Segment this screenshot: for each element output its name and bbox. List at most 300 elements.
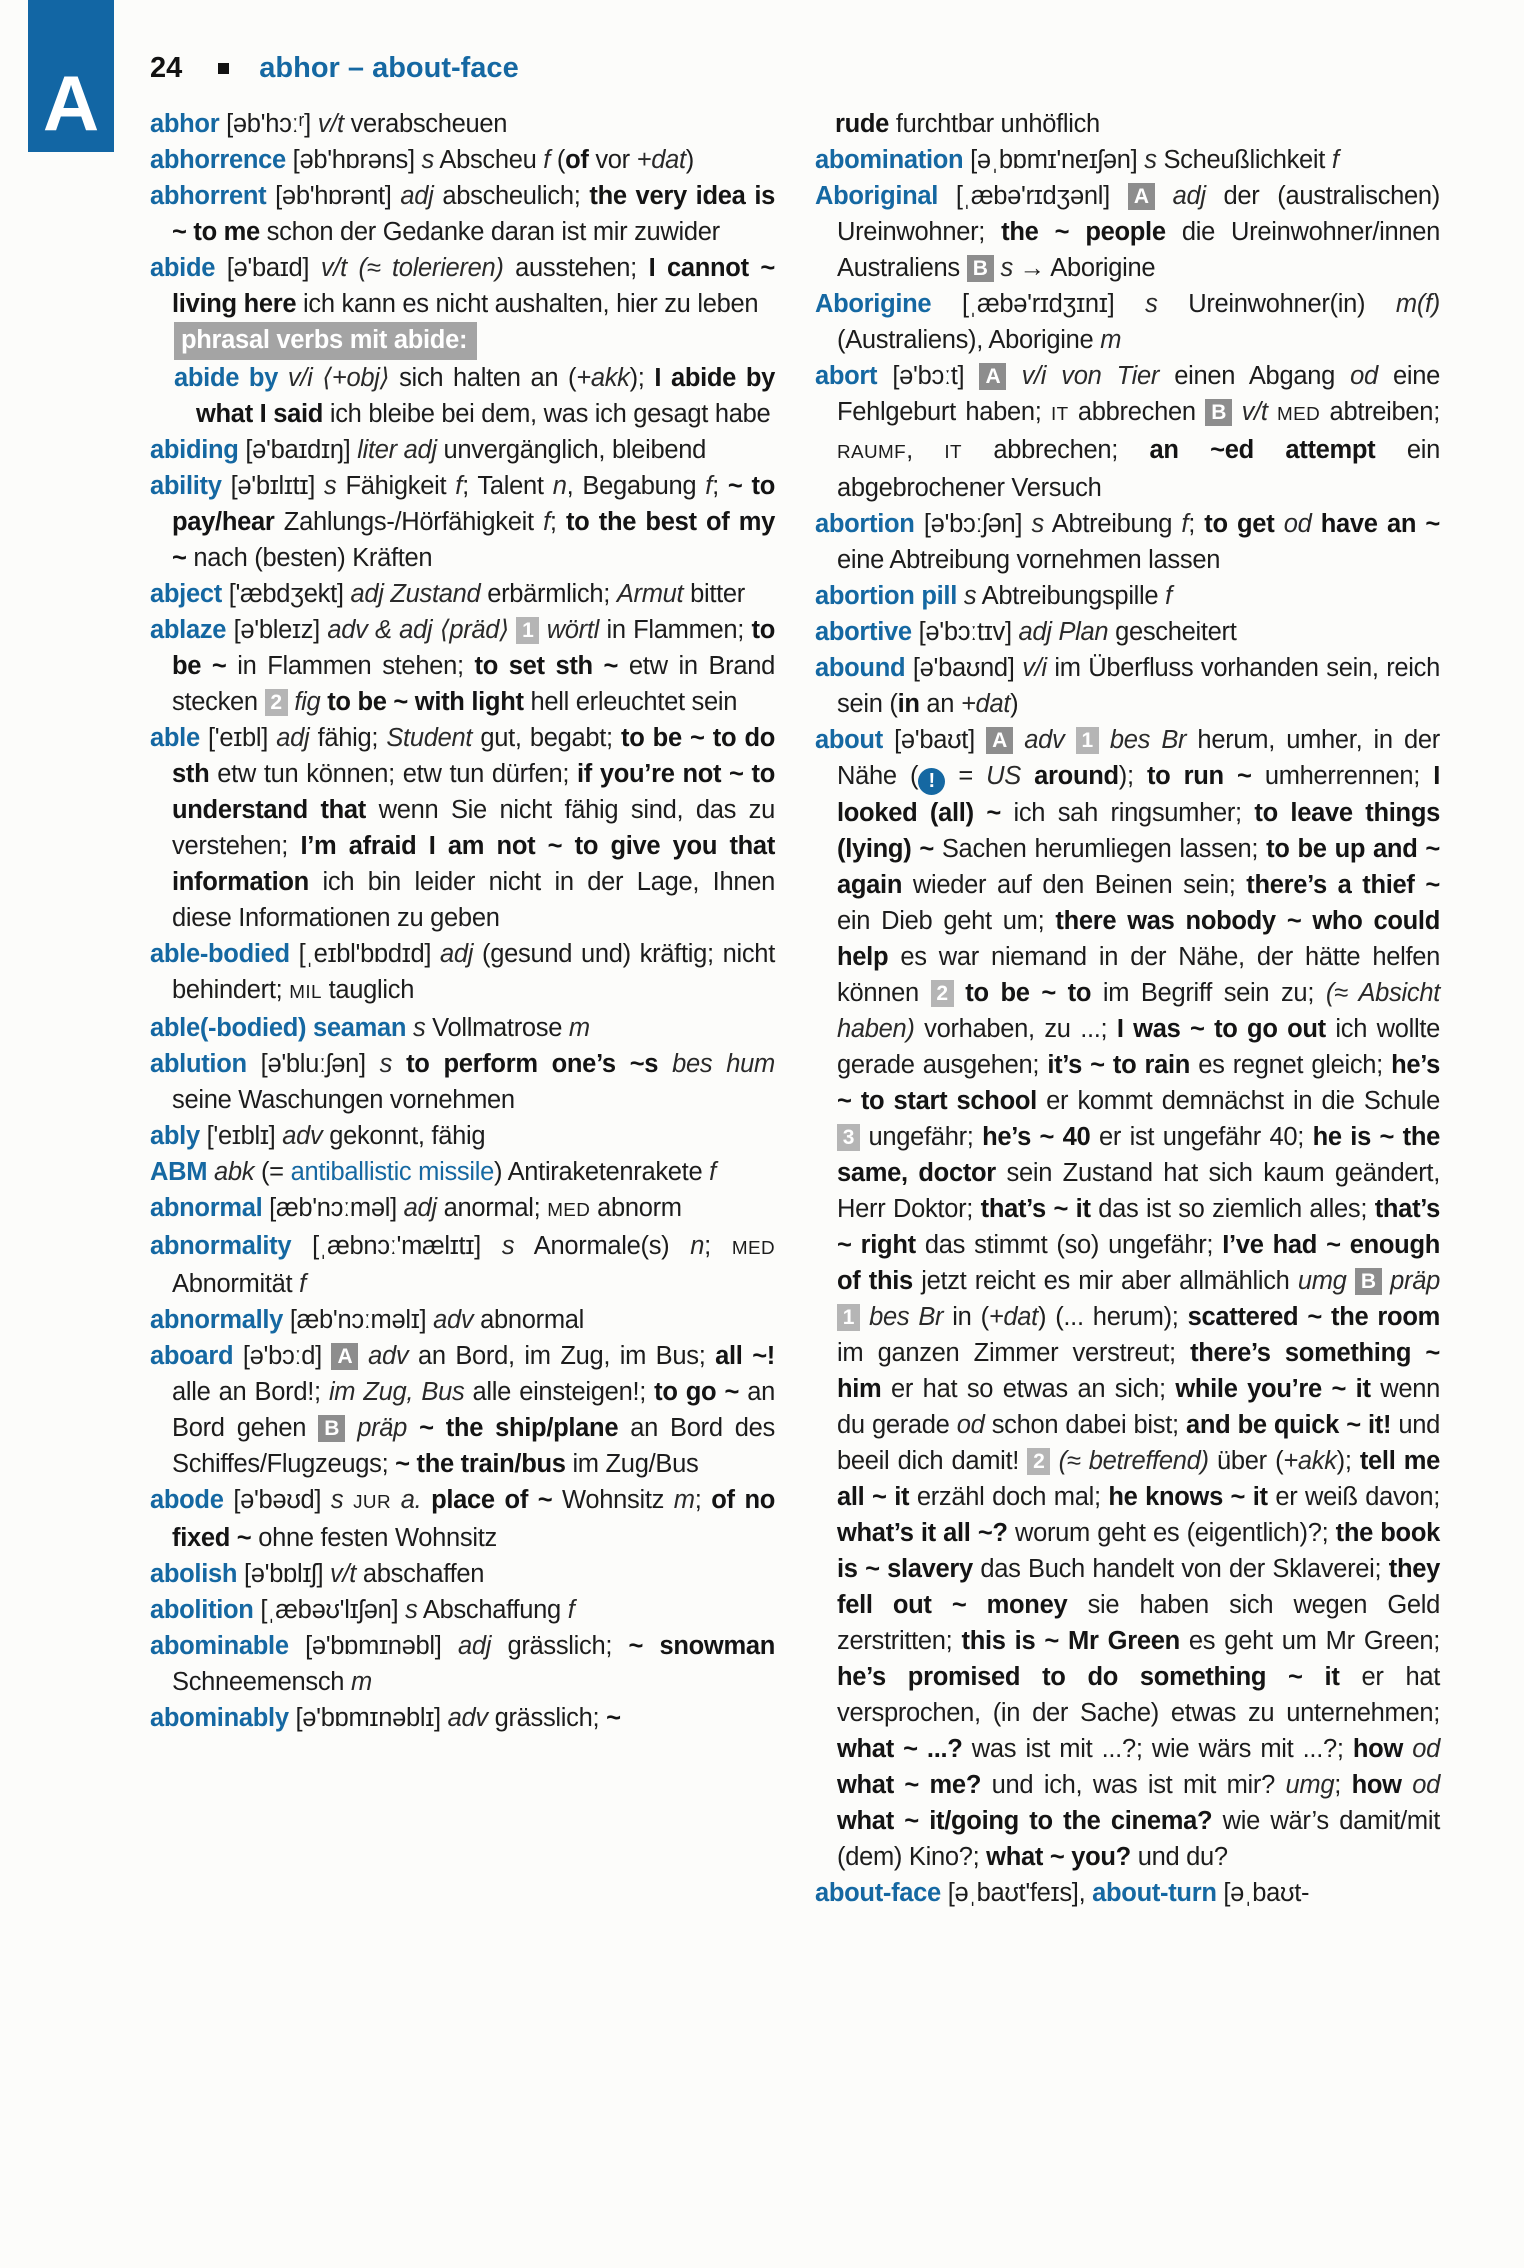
headword: Aboriginal — [815, 182, 939, 210]
example-phrase: I was ~ to go out — [1116, 1015, 1326, 1043]
example-phrase: ~ the train/bus — [395, 1450, 566, 1478]
entry-continuation — [815, 106, 1440, 142]
example-phrase: and be quick ~ it! — [1185, 1411, 1392, 1439]
example-phrase: what’s it all ~? — [837, 1519, 1008, 1547]
text — [358, 1342, 368, 1370]
label-italic: s — [379, 1050, 393, 1078]
page-number: 24 — [150, 52, 183, 84]
dictionary-entry — [174, 360, 775, 432]
label-italic: adv — [1024, 726, 1065, 754]
text: ein abgebrochener Versuch — [837, 436, 1441, 502]
label-italic: v/t — [1241, 398, 1268, 426]
sense-number-box: 2 — [931, 980, 954, 1007]
label-italic: abk — [213, 1158, 255, 1186]
text: [ə'bɔːd] — [233, 1342, 332, 1370]
label-italic: v/t — [320, 254, 347, 282]
text — [1155, 182, 1173, 210]
label-italic: n — [552, 472, 567, 500]
example-phrase: in — [897, 690, 920, 718]
sense-number-box: 1 — [837, 1304, 860, 1331]
headword: ablution — [150, 1050, 247, 1078]
text: [ə'bɒmɪnəbl] — [288, 1632, 458, 1660]
text: und beeil dich damit! — [837, 1411, 1441, 1475]
dictionary-entry — [150, 720, 775, 936]
text: es geht um Mr Green; — [1179, 1627, 1441, 1655]
text: ( — [550, 146, 566, 174]
text: ) — [1010, 690, 1019, 718]
text — [207, 1158, 214, 1186]
text: das stimmt (so) ungefähr; — [915, 1231, 1223, 1259]
text — [343, 1486, 353, 1514]
text — [421, 1486, 431, 1514]
dictionary-entry — [815, 358, 1440, 506]
headword: abnormal — [150, 1194, 263, 1222]
text: an Bord des Schiffes/Flugzeugs; — [172, 1414, 775, 1478]
example-phrase: of no fixed ~ — [172, 1486, 775, 1552]
text: [ə'baɪdɪŋ] — [238, 436, 358, 464]
text — [1006, 362, 1021, 390]
text: , — [906, 436, 945, 464]
example-phrase: the ~ people — [1001, 218, 1166, 246]
example-phrase: to leave things (lying) ~ — [837, 799, 1440, 863]
text: Abtreibungspille — [976, 582, 1166, 610]
text: abschaffen — [356, 1560, 485, 1588]
text: wie wär’s damit/mit (dem) Kino?; — [837, 1807, 1440, 1871]
label-italic: v/i von Tier — [1021, 362, 1160, 390]
headword: ability — [150, 472, 222, 500]
dictionary-entry — [150, 142, 775, 178]
usage-warning-icon: ! — [918, 768, 945, 795]
text — [957, 582, 964, 610]
text: er weiß davon; — [1267, 1483, 1440, 1511]
text: hell erleuchtet sein — [523, 688, 738, 716]
text: abscheulich; — [433, 182, 590, 210]
dictionary-entry — [815, 178, 1440, 286]
example-phrase: the very idea is ~ to me — [172, 182, 775, 246]
text: [əb'hɔːʳ] — [219, 110, 318, 138]
text: ['eɪblɪ] — [199, 1122, 283, 1150]
headword: ablaze — [150, 616, 227, 644]
dictionary-entry — [150, 1482, 775, 1556]
dictionary-entry — [150, 576, 775, 612]
text: abbrechen; — [961, 436, 1150, 464]
example-phrase: the book is ~ slavery — [837, 1519, 1440, 1583]
label-italic: s — [412, 1014, 426, 1042]
headword: able — [150, 724, 200, 752]
text: im ganzen Zimmer verstreut; — [837, 1339, 1191, 1367]
headword: abnormality — [150, 1232, 292, 1260]
example-phrase: he is ~ the same, doctor — [837, 1123, 1440, 1187]
label-italic: adj — [457, 1632, 492, 1660]
label-italic: +akk — [1283, 1447, 1337, 1475]
text: ; — [694, 1486, 712, 1514]
dictionary-entry — [150, 1010, 775, 1046]
label-italic: f — [1165, 582, 1172, 610]
label-italic: +dat — [988, 1303, 1038, 1331]
text: wenn du gerade — [837, 1375, 1440, 1439]
text: Anormale(s) — [514, 1232, 691, 1260]
label-italic: m — [1100, 326, 1122, 354]
headword: abominable — [150, 1632, 289, 1660]
text — [406, 1014, 413, 1042]
text: über ( — [1208, 1447, 1284, 1475]
label-italic: m — [350, 1668, 372, 1696]
example-phrase: if you’re not ~ to understand that — [172, 760, 775, 824]
text: furchtbar unhöflich — [889, 110, 1100, 138]
sense-number-box: 3 — [837, 1124, 860, 1151]
dictionary-entry — [150, 1338, 775, 1482]
text: er kommt demnächst in die Schule — [1036, 1087, 1440, 1115]
text: ; — [549, 508, 566, 536]
text — [1268, 398, 1277, 426]
text: schon der Gedanke daran ist mir zuwider — [259, 218, 720, 246]
label-italic: adj — [276, 724, 310, 752]
label-italic: f — [709, 1158, 716, 1186]
dictionary-entry — [815, 506, 1440, 578]
text: [æb'nɔːməlɪ] — [283, 1306, 434, 1334]
text: eine Abtreibung vornehmen lassen — [837, 546, 1221, 574]
label-italic: (≈ betreffend) — [1058, 1447, 1209, 1475]
example-phrase: to be up and ~ again — [837, 835, 1441, 899]
dictionary-entry — [150, 1592, 775, 1628]
sense-number-box: 2 — [265, 689, 288, 716]
text: ) Antiraketenrakete — [494, 1158, 710, 1186]
label-italic: fig — [294, 688, 321, 716]
example-phrase: what ~ you? — [986, 1843, 1131, 1871]
example-phrase: an ~ed attempt — [1149, 436, 1376, 464]
sense-number-box: 1 — [516, 617, 539, 644]
text: vorhaben, zu ...; — [914, 1015, 1117, 1043]
text: Scheußlichkeit — [1156, 146, 1332, 174]
text: ich bin leider nicht in der Lage, Ihnen diese Informationen zu geben — [172, 868, 775, 932]
label-italic: wörtl — [546, 616, 600, 644]
text: [ə'bɔːʃən] — [914, 510, 1032, 538]
sense-letter-box: B — [318, 1415, 345, 1442]
dictionary-entry — [150, 178, 775, 250]
sense-letter-box: B — [1355, 1268, 1382, 1295]
label-italic: s — [405, 1596, 418, 1624]
text: Abschaffung — [417, 1596, 568, 1624]
text — [407, 1414, 419, 1442]
sense-letter-box: A — [986, 727, 1013, 754]
label-italic: liter adj — [357, 436, 437, 464]
text: und du? — [1130, 1843, 1228, 1871]
label-italic: f — [567, 1596, 575, 1624]
label-italic: v/t — [317, 110, 344, 138]
text: wieder auf den Beinen sein; — [902, 871, 1247, 899]
label-italic: m(f) — [1395, 290, 1440, 318]
label-italic: s — [1144, 146, 1157, 174]
headword: Aborigine — [815, 290, 932, 318]
text: [ə'bɔːtɪv] — [911, 618, 1019, 646]
text: [ˌeɪbl'bɒdɪd] — [289, 940, 441, 968]
text: Abtreibung — [1043, 510, 1182, 538]
headword: abortion pill — [815, 582, 958, 610]
text: er hat so etwas an sich; — [881, 1375, 1176, 1403]
text: abtreiben; — [1320, 398, 1440, 426]
phrasal-verbs-banner: phrasal verbs mit abide: — [174, 322, 477, 360]
label-italic: s — [324, 472, 337, 500]
headword: abhorrence — [150, 146, 286, 174]
text: [ˌæbəʊ'lɪʃən] — [253, 1596, 406, 1624]
example-phrase: I abide by what I said — [196, 364, 776, 428]
text-columns — [150, 106, 1440, 1911]
example-phrase: what ~ ...? — [837, 1735, 963, 1763]
text: es regnet gleich; — [1190, 1051, 1392, 1079]
headword: abiding — [150, 436, 239, 464]
text: nach (besten) Kräften — [186, 544, 433, 572]
headword: about — [815, 726, 883, 754]
label-italic: adj — [403, 1194, 437, 1222]
headword: abortion — [815, 510, 915, 538]
label-italic: n — [690, 1232, 705, 1260]
headword: about-turn — [1092, 1879, 1217, 1907]
text: im Zug/Bus — [565, 1450, 699, 1478]
text: ) (... herum); — [1037, 1303, 1188, 1331]
field-label: MIL — [289, 981, 322, 1002]
text: erzähl doch mal; — [909, 1483, 1109, 1511]
example-phrase: to be ~ — [172, 616, 775, 680]
label-italic: adj — [1172, 182, 1206, 210]
text: [əˌbɒmɪ'neɪʃən] — [963, 146, 1145, 174]
field-label: IT — [944, 441, 962, 462]
dictionary-entry — [815, 578, 1440, 614]
example-phrase: that’s ~ right — [837, 1195, 1440, 1259]
headword: aboard — [150, 1342, 234, 1370]
text — [1274, 510, 1283, 538]
text: was ist mit ...?; wie wärs mit ...?; — [962, 1735, 1353, 1763]
label-italic: +akk — [576, 364, 630, 392]
text: abnorm — [590, 1194, 682, 1222]
text: sie haben sich wegen Geld zerstritten; — [837, 1591, 1441, 1655]
text — [509, 616, 516, 644]
text: [ə'baʊnd] — [905, 654, 1023, 682]
text: der (australischen) Ureinwohner; — [837, 182, 1440, 246]
text: in ( — [943, 1303, 989, 1331]
text — [278, 364, 288, 392]
example-phrase: scattered ~ the room — [1187, 1303, 1440, 1331]
label-italic: adv — [282, 1122, 323, 1150]
label-italic: Armut — [616, 580, 684, 608]
text: in Flammen stehen; — [226, 652, 475, 680]
text: an Bord, im Zug, im Bus; — [408, 1342, 716, 1370]
example-phrase: there’s a thief ~ — [1246, 871, 1441, 899]
text — [1402, 1771, 1413, 1799]
thumb-index-tab: A — [28, 0, 114, 152]
dictionary-entry — [150, 250, 775, 322]
dictionary-entry — [815, 650, 1440, 722]
dictionary-entry — [150, 432, 775, 468]
example-phrase: while you’re ~ it — [1175, 1375, 1371, 1403]
text: ; — [1188, 510, 1205, 538]
text — [954, 979, 966, 1007]
example-phrase: have an ~ — [1320, 510, 1440, 538]
label-italic: f — [299, 1270, 306, 1298]
headword: abomination — [815, 146, 964, 174]
label-italic: Student — [386, 724, 473, 752]
headword: abnormally — [150, 1306, 284, 1334]
text — [392, 1050, 406, 1078]
example-phrase: to perform one’s ~s — [406, 1050, 659, 1078]
label-italic: adv — [433, 1306, 474, 1334]
text: verabscheuen — [343, 110, 508, 138]
example-phrase: of — [565, 146, 589, 174]
headword: abject — [150, 580, 222, 608]
cross-reference: antiballistic missile — [290, 1158, 494, 1186]
example-phrase: he’s ~ to start school — [837, 1051, 1440, 1115]
text: Schneemensch — [172, 1668, 351, 1696]
example-phrase: it’s ~ to rain — [1047, 1051, 1191, 1079]
label-italic: v/t — [330, 1560, 357, 1588]
field-label: MED — [547, 1199, 591, 1220]
example-phrase: what ~ me? — [837, 1771, 982, 1799]
text: im Überfluss vorhanden sein, reich sein ( — [837, 654, 1440, 718]
text: Zahlungs-/Hörfähigkeit — [274, 508, 544, 536]
dictionary-entry — [150, 936, 775, 1010]
text: herum, umher, in der Nähe ( — [837, 726, 1440, 790]
text: Wohnsitz — [552, 1486, 674, 1514]
text: ) — [685, 146, 694, 174]
text — [347, 254, 359, 282]
label-italic: adv — [447, 1704, 488, 1732]
label-italic: f — [1181, 510, 1189, 538]
headword: abort — [815, 362, 878, 390]
text: und ich, was ist mit mir? — [981, 1771, 1286, 1799]
text: ungefähr; — [860, 1123, 983, 1151]
text: [ə'bɒlɪʃ] — [237, 1560, 331, 1588]
example-phrase: ~ snowman — [628, 1632, 775, 1660]
text: etw in Brand stecken — [172, 652, 775, 716]
dictionary-entry — [150, 1228, 775, 1302]
text: einen Abgang — [1159, 362, 1351, 390]
text: seine Waschungen vornehmen — [172, 1086, 515, 1114]
text: jetzt reicht es mir aber allmählich — [912, 1267, 1298, 1295]
text: unvergänglich, bleibend — [436, 436, 707, 464]
label-italic: präp — [1390, 1267, 1440, 1295]
text: [ə'bɒmɪnəblɪ] — [288, 1704, 448, 1732]
text: [ˌæbnɔː'mælɪtɪ] — [291, 1232, 502, 1260]
label-italic: (≈ tolerieren) — [358, 254, 504, 282]
example-phrase: he’s ~ 40 — [982, 1123, 1091, 1151]
headword: about-face — [815, 1879, 941, 1907]
text: an — [919, 690, 961, 718]
text: abnormal — [473, 1306, 585, 1334]
text: schon dabei bist; — [984, 1411, 1186, 1439]
text: sein Zustand hat sich kaum geändert, Herr Doktor; — [837, 1159, 1440, 1223]
label-italic: v/i ⟨+obj⟩ — [287, 364, 390, 392]
text: ohne festen Wohnsitz — [251, 1524, 497, 1552]
text: ; — [712, 472, 728, 500]
label-italic: a. — [400, 1486, 422, 1514]
text: [ə'bɔːt] — [877, 362, 980, 390]
label-italic: s — [1145, 290, 1158, 318]
example-phrase: there’s something ~ him — [837, 1339, 1440, 1403]
label-italic: s — [1031, 510, 1044, 538]
sense-letter-box: A — [331, 1343, 358, 1370]
text: er ist ungefähr 40; — [1090, 1123, 1313, 1151]
label-italic: umg — [1297, 1267, 1347, 1295]
headword: abound — [815, 654, 906, 682]
text: ; — [1334, 1771, 1352, 1799]
label-italic: od — [956, 1411, 985, 1439]
text: [ˌæbə'rɪdʒənl] — [938, 182, 1128, 210]
label-italic: m — [568, 1014, 590, 1042]
label-italic: f — [543, 146, 551, 174]
text: [ˌæbə'rɪdʒɪnɪ] — [931, 290, 1146, 318]
headword: abhorrent — [150, 182, 267, 210]
text: ich kann es nicht aushalten, hier zu leben — [296, 290, 759, 318]
text — [1382, 1267, 1390, 1295]
text: (gesund und) kräftig; nicht behindert; — [172, 940, 775, 1004]
headword: abolish — [150, 1560, 238, 1588]
text: gekonnt, fähig — [322, 1122, 486, 1150]
field-label: IT — [1050, 403, 1069, 424]
dictionary-entry — [815, 286, 1440, 358]
headword: ABM — [150, 1158, 208, 1186]
text: alle an Bord!; — [172, 1378, 329, 1406]
text: ich wollte gerade ausgehen; — [837, 1015, 1440, 1079]
example-phrase: ~ the ship/plane — [419, 1414, 619, 1442]
label-italic: f — [543, 508, 550, 536]
text: abbrechen — [1068, 398, 1206, 426]
label-italic: umg — [1285, 1771, 1335, 1799]
dictionary-entry — [150, 612, 775, 720]
dictionary-entry — [150, 106, 775, 142]
text: Vollmatrose — [425, 1014, 569, 1042]
dictionary-entry — [150, 1302, 775, 1338]
label-italic: +dat — [960, 690, 1011, 718]
dictionary-entry — [150, 1118, 775, 1154]
label-italic: +dat — [636, 146, 686, 174]
text: Abnormität — [172, 1270, 300, 1298]
dictionary-entry — [150, 1190, 775, 1228]
example-phrase: how — [1351, 1771, 1402, 1799]
example-phrase: to the best of my ~ — [172, 508, 776, 572]
label-italic: od — [1412, 1771, 1440, 1799]
text: [ə'bluːʃən] — [246, 1050, 380, 1078]
label-italic: präp — [357, 1414, 408, 1442]
dictionary-entry — [815, 722, 1440, 1875]
headword: abide — [150, 254, 216, 282]
text — [1403, 1735, 1412, 1763]
example-phrase: to run ~ — [1146, 762, 1252, 790]
example-phrase: I looked (all) ~ — [837, 762, 1440, 827]
headword: abide by — [174, 364, 279, 392]
field-label: JUR — [353, 1491, 391, 1512]
text: [əˌbaʊt- — [1216, 1879, 1310, 1907]
label-italic: US — [986, 762, 1021, 790]
headword: ably — [150, 1122, 200, 1150]
label-italic: s — [421, 146, 434, 174]
headword: abode — [150, 1486, 224, 1514]
text: [æb'nɔːməl] — [262, 1194, 404, 1222]
headword: abolition — [150, 1596, 254, 1624]
text — [345, 1414, 357, 1442]
text — [658, 1050, 672, 1078]
example-phrase: I’m afraid I am not ~ to give you that information — [172, 832, 776, 896]
example-phrase: to be ~ to do sth — [172, 724, 776, 788]
label-italic: od — [1350, 362, 1378, 390]
dictionary-entry — [150, 1556, 775, 1592]
example-phrase: ~ — [606, 1704, 621, 1732]
text: (= — [254, 1158, 291, 1186]
example-phrase: to go ~ — [654, 1378, 740, 1406]
label-italic: bes Br — [1109, 726, 1187, 754]
dictionary-entry — [150, 1046, 775, 1118]
label-italic: adv — [368, 1342, 409, 1370]
text: das ist so ziemlich alles; — [1090, 1195, 1375, 1223]
text: Sachen herumliegen lassen; — [933, 835, 1267, 863]
